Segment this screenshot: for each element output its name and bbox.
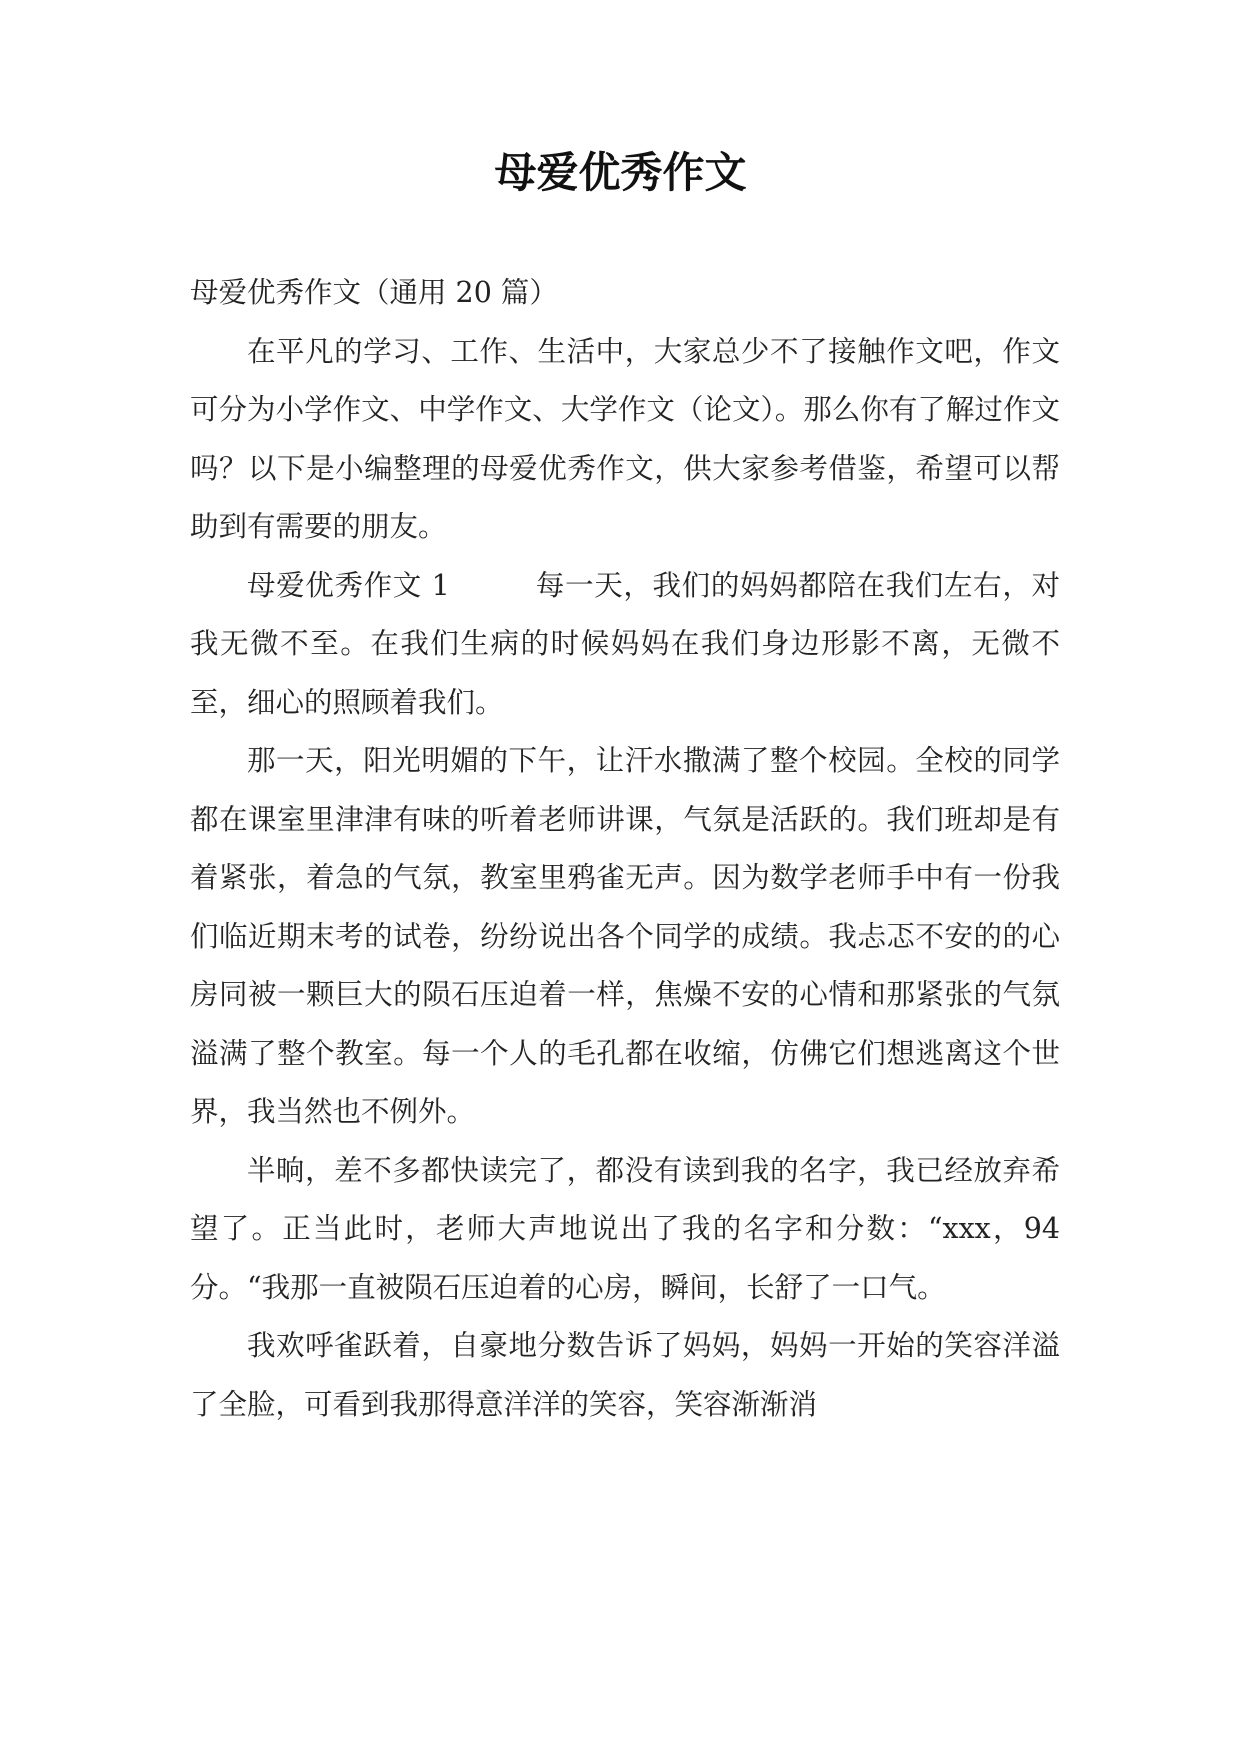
document-title: 母爱优秀作文 xyxy=(494,148,747,197)
essay-1-first-paragraph xyxy=(190,557,1060,733)
essay-1-heading: 母爱优秀作文 1 xyxy=(247,568,450,602)
essay-1-paragraph-2: 那一天，阳光明媚的下午，让汗水撒满了整个校园。全校的同学都在课室里津津有味的听着老师讲课，气氛是活跃的。我们班却是有着紧张，着急的气氛，教室里鸦雀无声。因为数学老师手中有一份我们临近期末考的试卷，纷纷说出各个同学的成绩。我忐忑不安的的心房同被一颗巨大的陨石压迫着一样，焦燥不安的心情和那紧张的气氛溢满了整个教室。每一个人的毛孔都在收缩，仿佛它们想逃离这个世界，我当然也不例外。 xyxy=(190,744,1060,1128)
essay-1-paragraph-3: 半晌，差不多都快读完了，都没有读到我的名字，我已经放弃希望了。正当此时，老师大声地说出了我的名字和分数：“xxx，94 分。“我那一直被陨石压迫着的心房，瞬间，长舒了一口气。 xyxy=(190,1153,1060,1304)
document-body xyxy=(190,264,1060,1434)
essay-1-paragraph-4: 我欢呼雀跃着，自豪地分数告诉了妈妈，妈妈一开始的笑容洋溢了全脸，可看到我那得意洋洋的笑容，笑容渐渐消 xyxy=(190,1329,1060,1421)
document-subtitle: 母爱优秀作文（通用 20 篇） xyxy=(190,276,558,309)
intro-paragraph: 在平凡的学习、工作、生活中，大家总少不了接触作文吧，作文可分为小学作文、中学作文、大学作文（论文）。那么你有了解过作文吗？以下是小编整理的母爱优秀作文，供大家参考借鉴，希望可以帮助到有需要的朋友。 xyxy=(190,334,1060,543)
essay-1-paragraph-1: 每一天，我们的妈妈都陪在我们左右，对我无微不至。在我们生病的时候妈妈在我们身边形影不离，无微不至，细心的照顾着我们。 xyxy=(190,568,1060,719)
